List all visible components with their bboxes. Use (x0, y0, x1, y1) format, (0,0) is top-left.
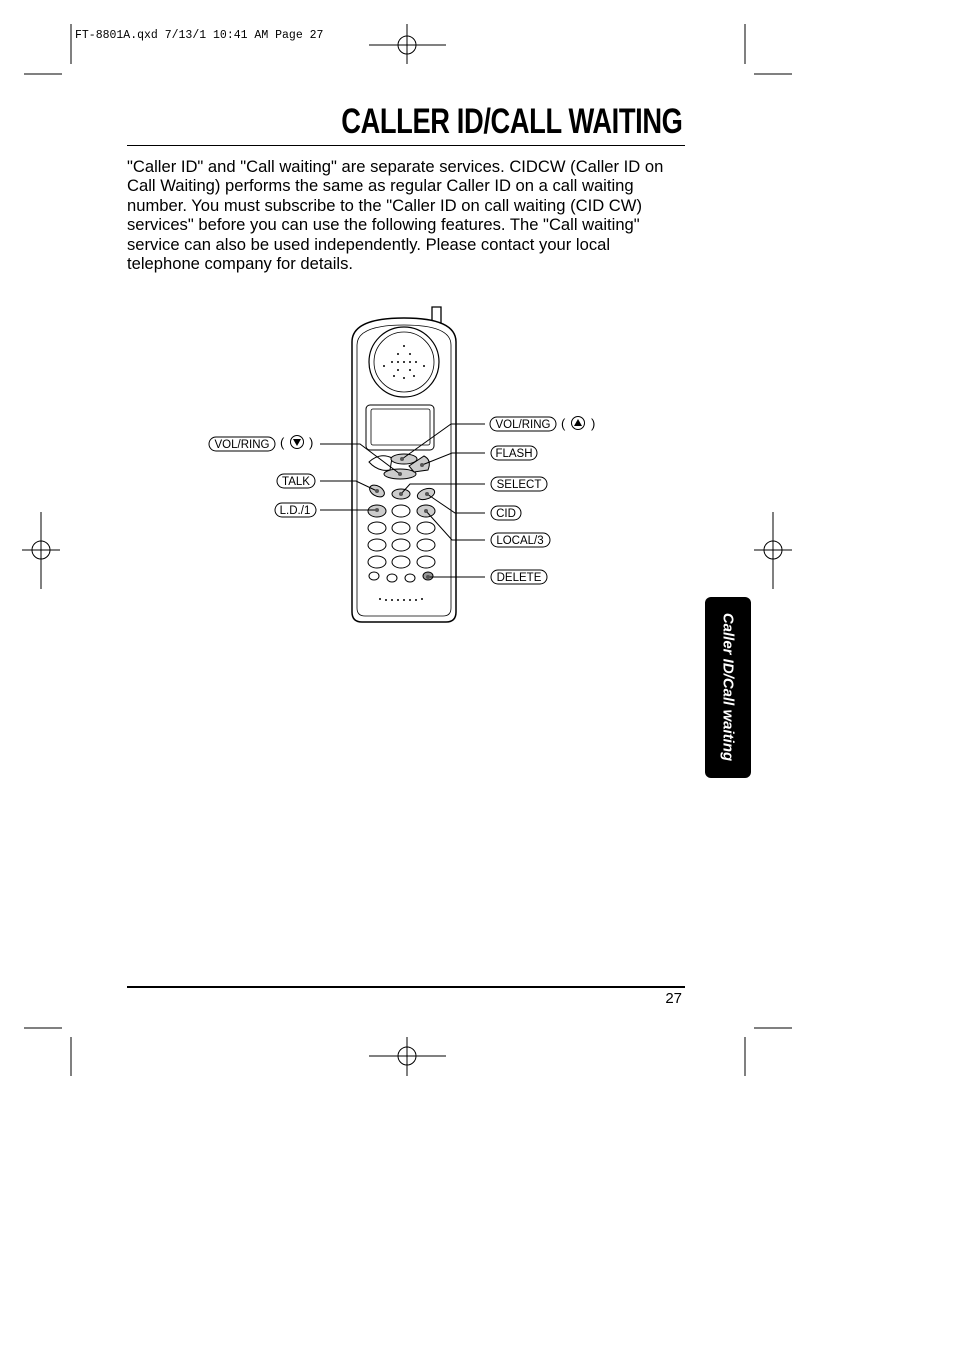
key-label-cid (491, 506, 521, 520)
intro-paragraph: "Caller ID" and "Call waiting" are separate services. CIDCW (Caller ID on Call Waiting) performs the same as regular Caller ID on a call waiting number. You must subscribe to the "Caller ID on call waiting (CID CW) services" before you can use the following features. The "Call waiting" service can also be used independently. Please contact your local telephone company for details. (127, 157, 664, 274)
paren-close: ) (591, 416, 596, 431)
key-label-delete (491, 570, 547, 584)
registration-mark-top (369, 24, 446, 64)
label-select: SELECT (496, 479, 542, 491)
handset-illustration (352, 307, 456, 622)
key-label-vol-ring-down (209, 435, 313, 451)
key-label-talk (277, 474, 315, 488)
page-title: CALLER ID/CALL WAITING (340, 102, 682, 141)
label-delete: DELETE (496, 572, 542, 584)
paren-close: ) (309, 435, 314, 450)
label-talk: TALK (282, 476, 310, 488)
key-label-select (491, 477, 547, 491)
label-vol-ring-down: VOL/RING (214, 439, 270, 451)
key-label-ld1 (275, 503, 316, 517)
footer-rule (127, 986, 685, 988)
print-header: FT-8801A.qxd 7/13/1 10:41 AM Page 27 (75, 29, 324, 42)
key-label-flash (491, 446, 537, 460)
paren-open: ( (561, 416, 566, 431)
registration-mark-bottom (369, 1037, 446, 1076)
registration-mark-left (22, 512, 60, 589)
key-label-vol-ring-up (490, 416, 595, 431)
page-number: 27 (665, 990, 682, 1007)
label-vol-ring-up: VOL/RING (495, 419, 551, 431)
key-label-local3 (491, 533, 550, 547)
registration-mark-right (754, 512, 792, 589)
label-ld1: L.D./1 (279, 505, 311, 517)
label-local3: LOCAL/3 (496, 535, 544, 547)
side-tab-label: Caller ID/Call waiting (719, 612, 737, 762)
paren-open: ( (280, 435, 285, 450)
label-flash: FLASH (495, 448, 533, 460)
label-cid: CID (496, 508, 516, 520)
